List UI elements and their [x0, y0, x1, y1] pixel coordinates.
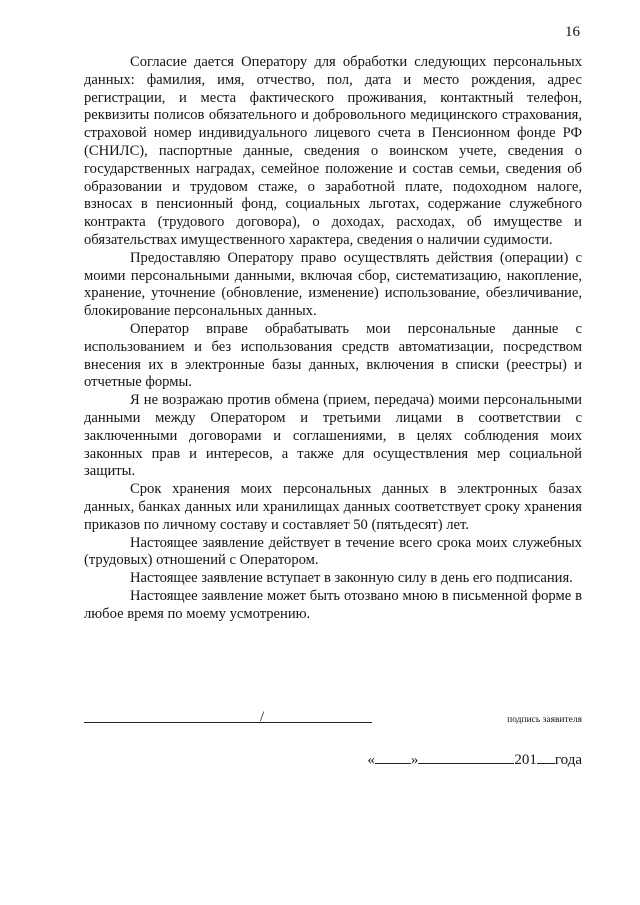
- paragraph-operator-rights: Предоставляю Оператору право осуществлять действия (операции) с моими персональными данными, включая сбор, систематизацию, накопление, хранение, уточнение (обновление, изменение) использование, обезличивание, блокирование персональных данных.: [84, 249, 582, 320]
- date-close-quote: »: [410, 752, 419, 768]
- paragraph-data-list: Согласие дается Оператору для обработки следующих персональных данных: фамилия, имя, отчество, пол, дата и место рождения, адрес регистрации, и места фактического проживания, контактный телефон, реквизиты полисов обязательного и добровольного медицинского страхования, страховой номер индивидуального лицевого счета в Пенсионном фонде РФ (СНИЛС), паспортные данные, сведения о воинском учете, сведения о государственных наградах, семейное положение и состав семьи, сведения об образовании и трудовом стаже, о заработной плате, подоходном налоге, взносах в пенсионный фонд, социальных льготах, содержание служебного контракта (трудового договора), о доходах, расходах, об имуществе и обязательствах имущественного характера, сведения о наличии судимости.: [84, 54, 582, 248]
- consent-body: [84, 54, 582, 624]
- date-year-blank: [537, 750, 555, 764]
- paragraph-validity: Настоящее заявление действует в течение всего срока моих служебных (трудовых) отношений с Оператором.: [84, 534, 582, 569]
- paragraph-processing-methods: Оператор вправе обрабатывать мои персональные данные с использованием и без использования средств автоматизации, посредством внесения их в электронные базы данных, включения в списки (реестры) и отчетные формы.: [84, 320, 582, 391]
- date-day-blank: [375, 750, 411, 764]
- signature-caption: подпись заявителя: [507, 715, 582, 725]
- paragraph-revocation: Настоящее заявление может быть отозвано мною в письменной форме в любое время по моему усмотрению.: [84, 587, 582, 622]
- signature-separator: /: [260, 709, 265, 725]
- date-year-prefix: 201: [514, 752, 537, 768]
- paragraph-effective-date: Настоящее заявление вступает в законную силу в день его подписания.: [130, 570, 573, 587]
- date-open-quote: «: [367, 752, 375, 768]
- paragraph-storage-term: Срок хранения моих персональных данных в электронных базах данных, банках данных или хранилищах данных соответствует сроку хранения приказов по личному составу и составляет 50 (пятьдесят) лет.: [84, 481, 582, 533]
- date-year-word: года: [554, 752, 582, 768]
- paragraph-third-party-exchange: Я не возражаю против обмена (прием, передача) моими персональными данными между Оператором и третьими лицами в соответствии с заключенными договорами и соглашениями, в целях соблюдения моих законных прав и интересов, а также для осуществления мер социальной защиты.: [84, 392, 582, 480]
- date-month-blank: [418, 750, 514, 764]
- signature-block: [84, 695, 582, 725]
- date-line: [367, 750, 582, 769]
- page-number: 16: [565, 24, 580, 40]
- signature-underline: [84, 722, 372, 723]
- signature-line: [84, 709, 372, 723]
